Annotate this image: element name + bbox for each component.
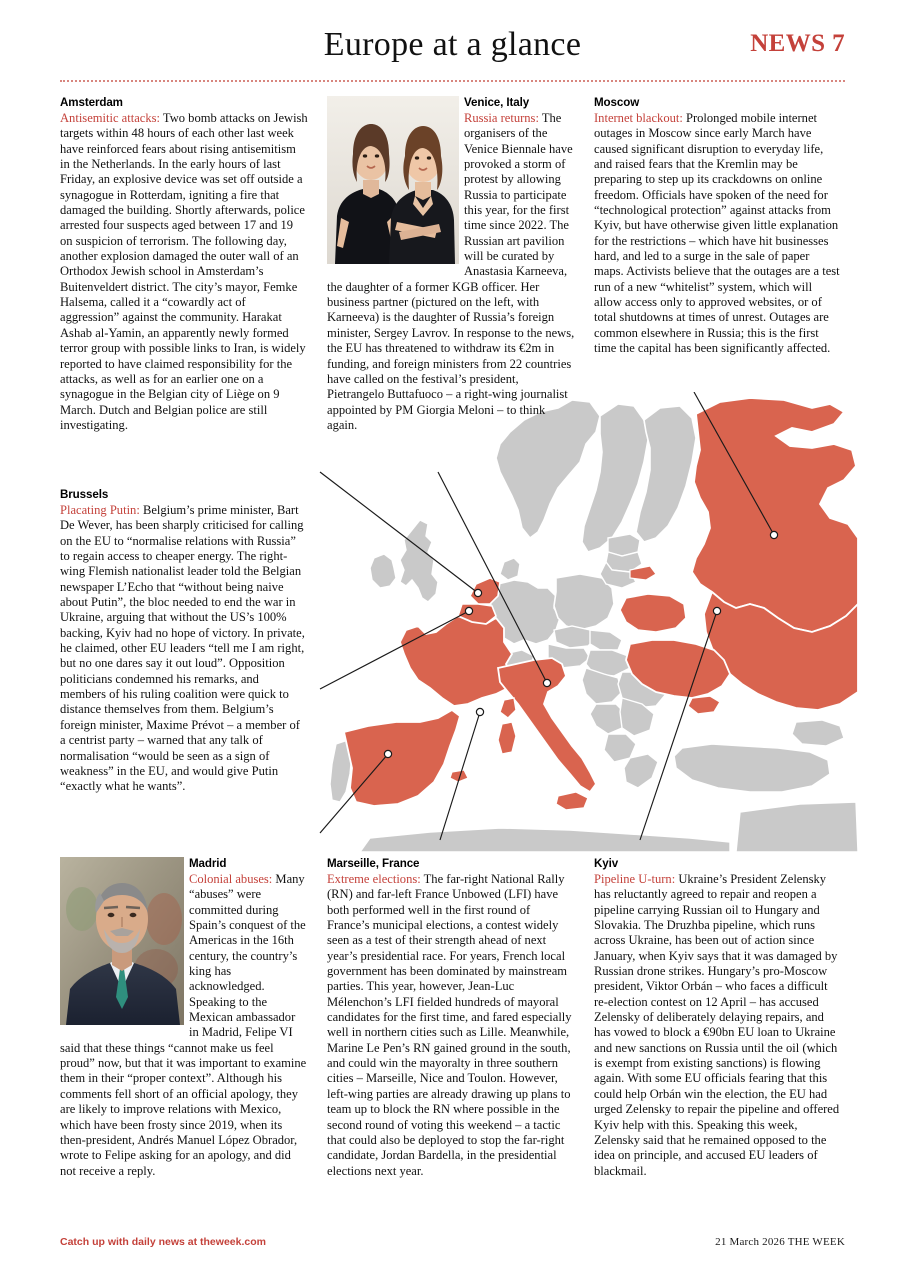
callout-line-amsterdam	[320, 472, 478, 593]
story-text-venice: The organisers of the Venice Biennale have provoked a storm of protest by allowing Russia to participate this year, for the first time since 2022. The Russian art pavilion will be curated by Anastasia Karneeva, the daughter of a former KGB officer. Her business partner (pictured on the left, with Karneeva) is the daughter of Russia’s foreign minister, Sergey Lavrov. In response to the news, the EU has threatened to withdraw its €2m in funding, and foreign ministers from 22 countries have called on the festival’s president, Pietrangelo Buttafuoco – a right-wing journalist appointed by PM Giorgia Meloni – to think again.	[327, 111, 575, 432]
story-body-marseille	[327, 872, 575, 1179]
story-lead-moscow: Internet blackout:	[594, 111, 683, 125]
europe-map	[300, 392, 860, 852]
map-marker-marseille	[476, 708, 483, 715]
story-text-amsterdam: Two bomb attacks on Jewish targets within 48 hours of each other last week have reinforced fears about rising antisemitism in the Netherlands. In the early hours of last Friday, an explosive device was set off outside a synagogue in Rotterdam, igniting a fire that damaged the building. Shortly afterwards, police arrested four suspects aged between 17 and 19 on suspicion of terrorism. The following day, another explosion damaged the outer wall of an Orthodox Jewish school in Amsterdam’s Buitenveldert district. The city’s mayor, Femke Halsema, called it a “cowardly act of aggression” against the community. Harakat Ashab al-Yamin, an apparently newly formed terror group with possible links to Iran, is widely reported to have claimed responsibility for the attacks, as well as for an earlier one on a synagogue in the Belgian city of Liège on 9 March. Dutch and Belgian police are still investigating.	[60, 111, 308, 432]
photo-wrap-venice	[327, 96, 464, 268]
story-body-kyiv	[594, 872, 842, 1179]
story-heading-brussels: Brussels	[60, 488, 109, 501]
map-marker-venice	[543, 679, 550, 686]
story-amsterdam	[60, 96, 308, 468]
story-kyiv	[594, 857, 842, 1179]
map-marker-amsterdam	[474, 589, 481, 596]
story-heading-moscow: Moscow	[594, 96, 640, 109]
map-marker-brussels	[465, 607, 472, 614]
story-heading-venice: Venice, Italy	[464, 96, 530, 109]
footer-promo[interactable]: Catch up with daily news at theweek.com	[60, 1236, 266, 1248]
story-lead-marseille: Extreme elections:	[327, 872, 421, 886]
story-venice	[327, 96, 575, 433]
story-madrid	[60, 857, 308, 1179]
footer-issue-date: 21 March 2026 THE WEEK	[715, 1236, 845, 1248]
story-lead-venice: Russia returns:	[464, 111, 539, 125]
story-heading-amsterdam: Amsterdam	[60, 96, 123, 109]
story-text-marseille: The far-right National Rally (RN) and far-left France Unbowed (LFI) have both performed well in the first round of France’s municipal elections, a contest widely seen as a test of their strength ahead of next year’s presidential race. For years, French local government has been dominated by mainstream parties. This year, however, Jean-Luc Mélenchon’s LFI fielded hundreds of mayoral candidates for the first time, and fared especially well in northern cities such as Lille. Meanwhile, Marine Le Pen’s RN gained ground in the south, and could win the mayoralty in three southern cities – Marseille, Nice and Toulon. However, left-wing parties are already drawing up plans to team up to block the RN where possible in the second round of voting this weekend – a tactic that could also be deployed to stop the far-right candidate, Jordan Bardella, in the presidential elections next year.	[327, 872, 572, 1178]
story-lead-amsterdam: Antisemitic attacks:	[60, 111, 161, 125]
story-brussels	[60, 488, 308, 828]
section-label: NEWS 7	[750, 30, 845, 57]
story-text-brussels: Belgium’s prime minister, Bart De Wever, has been sharply criticised for calling on the EU to “normalise relations with Russia” to regain access to cheaper energy. The right-wing Flemish nationalist leader told the Belgian newspaper L’Echo that “without being naive about Putin”, the bloc needed to end the war in Ukraine, arguing that without the US’s 100% backing, Kyiv had no hope of victory. In private, he claimed, other EU leaders “tell me I am right, but no one dares say it out loud”. Opposition politicians condemned his remarks, and members of his ruling coalition were quick to distance themselves from them. Belgium’s foreign minister, Maxime Prévot – a member of a centrist party – warned that any talk of normalisation “would be seen as a sign of weakness” in the EU, and would give Putin “exactly what he wants”.	[60, 503, 305, 794]
story-body-brussels	[60, 503, 308, 795]
page-title: Europe at a glance	[323, 26, 582, 63]
story-lead-madrid: Colonial abuses:	[189, 872, 273, 886]
story-body-amsterdam	[60, 111, 308, 433]
map-marker-madrid	[384, 750, 391, 757]
story-heading-marseille: Marseille, France	[327, 857, 420, 870]
story-heading-madrid: Madrid	[189, 857, 227, 870]
header-divider	[60, 80, 845, 84]
story-body-moscow	[594, 111, 842, 357]
map-marker-moscow	[770, 531, 777, 538]
photo-wrap-madrid	[60, 857, 189, 1029]
story-text-moscow: Prolonged mobile internet outages in Moscow since early March have caused significant disruption to everyday life, and raised fears that the Kremlin may be preparing to step up its crackdowns on online freedom. Officials have spoken of the need for “technological protection” against attacks from Kyiv, but have otherwise given little explanation for the restrictions – which have hit businesses hard, and led to a surge in the sale of paper maps. Activists believe that the outages are a test run of a new “whitelist” system, which will allow access only to approved websites, or of total shutdowns at times of unrest. Outages are common elsewhere in Russia; this is the first time the capital has been significantly affected.	[594, 111, 840, 356]
masthead	[60, 24, 845, 76]
story-heading-kyiv: Kyiv	[594, 857, 619, 870]
story-lead-kyiv: Pipeline U-turn:	[594, 872, 676, 886]
story-text-madrid: Many “abuses” were committed during Spain’s conquest of the Americas in the 16th century, the country’s king has acknowledged. Speaking to the Mexican ambassador in Madrid, Felipe VI said that these things “cannot make us feel proud” now, but that it was important to examine them in their “proper context”. Although his comments fell short of an official apology, they are likely to improve relations with Mexico, which have been frosty since 2019, when its then-president, Andrés Manuel López Obrador, wrote to Felipe asking for an apology, and did not receive a reply.	[60, 872, 307, 1178]
story-lead-brussels: Placating Putin:	[60, 503, 140, 517]
story-moscow	[594, 96, 842, 357]
story-text-kyiv: Ukraine’s President Zelensky has reluctantly agreed to repair and reopen a pipeline carrying Russian oil to Hungary and Slovakia. The Druzhba pipeline, which runs across Ukraine, has been out of action since January, when Kyiv says that it was damaged by Russian drone strikes. Hungary’s pro-Moscow president, Viktor Orbán – who faces a difficult re-election contest on 12 April – has accused Zelensky of deliberately delaying repairs, and has vowed to block a €90bn EU loan to Ukraine and new sanctions on Russia until the oil (which is exempt from existing sanctions) is flowing again. With some EU officials fearing that this could help Orbán win the election, the EU had urged Zelensky to repair the pipeline and offered Kyiv help with this. Speaking this week, Zelensky said that he remained opposed to the idea on principle, and accused EU leaders of blackmail.	[594, 872, 840, 1178]
map-marker-kyiv	[713, 607, 720, 614]
story-marseille	[327, 857, 575, 1179]
